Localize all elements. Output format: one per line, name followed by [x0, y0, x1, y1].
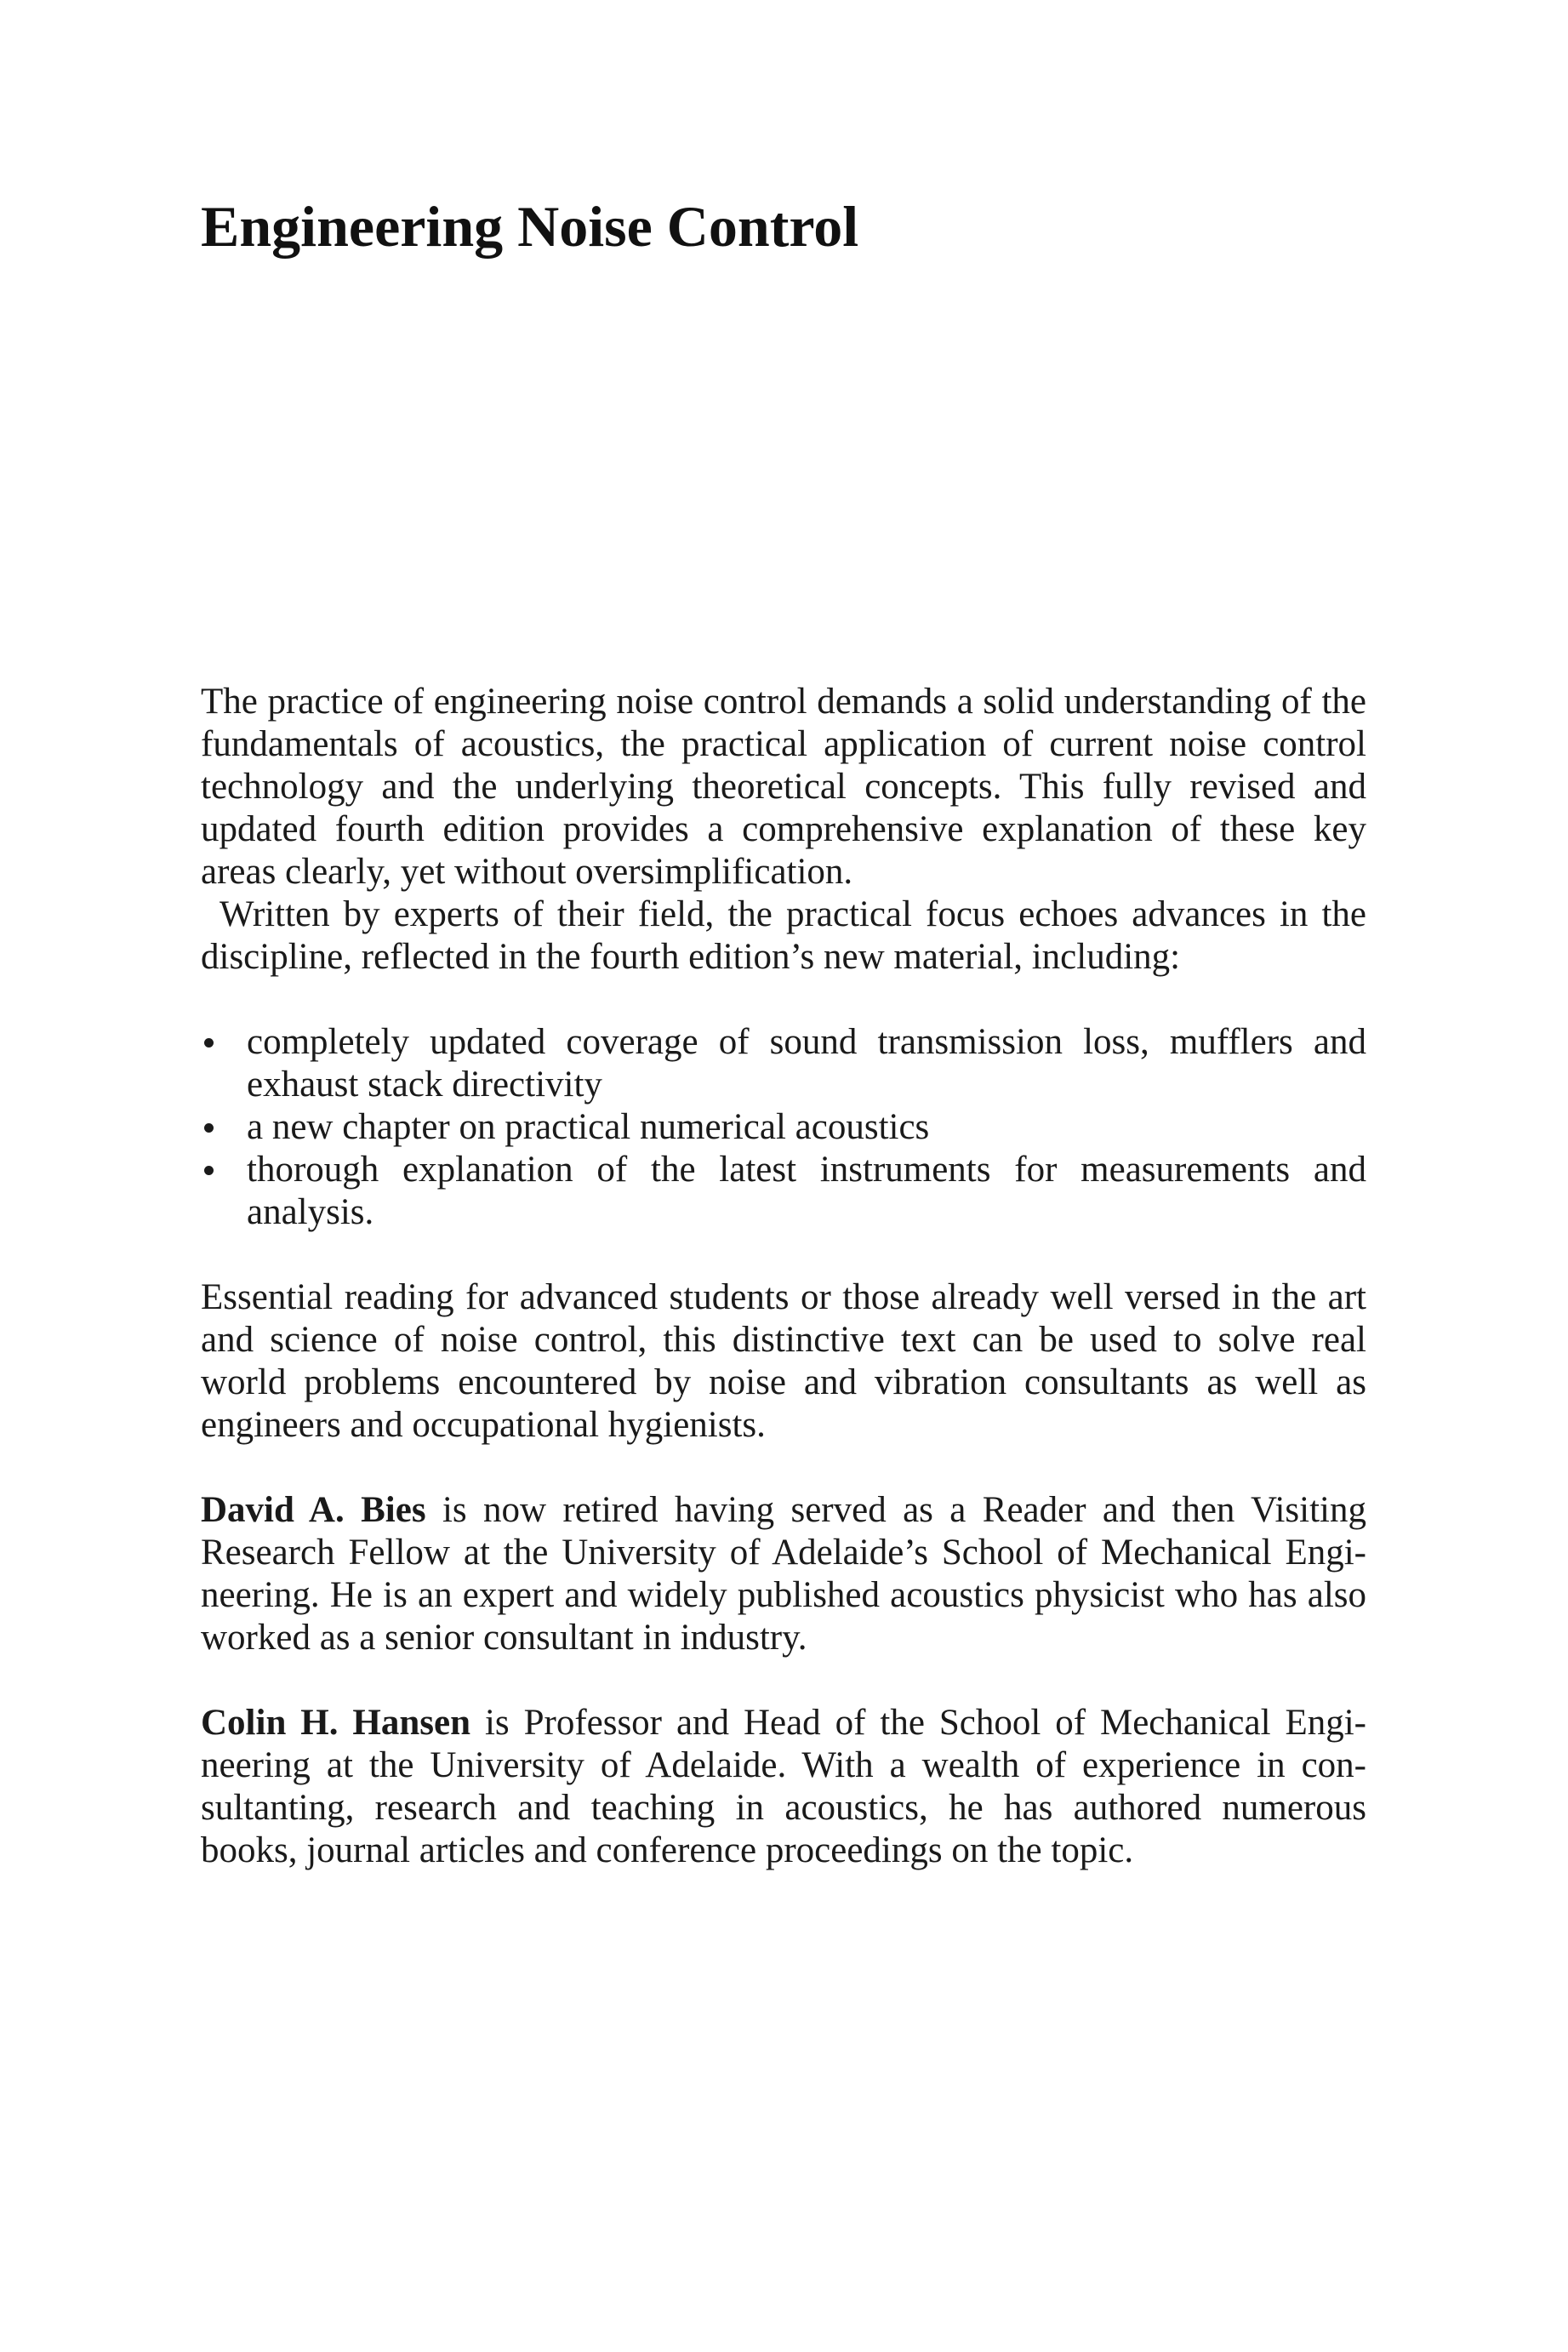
author-bio-text: is now retired having served as a Reader and then Visiting Research Fellow at the University of Adelaide’s School of Mechanical Engineering. He is an expert and widely published acoustics physicist who has also worked as a senior consultant in industry.: [201, 1490, 1367, 1658]
intro-paragraph: The practice of engineering noise control demands a solid understanding of the fundamentals of acoustics, the practical application of current noise control technology and the underlying theoretical concepts. This fully revised and updated fourth edition provides a comprehensive explanation of these key areas clearly, yet without oversimplification.: [201, 682, 1366, 892]
feature-text: a new chapter on practical numerical acoustics: [247, 1107, 930, 1147]
author-bio-text: is Professor and Head of the School of Mechanical Engineering at the University of Adelaide. With a wealth of experience in consultanting, research and teaching in acoustics, he has authored numerous books, journal articles and conference proceedings on the topic.: [201, 1703, 1366, 1870]
author-bio-bies: [201, 1489, 1366, 1659]
list-item: [201, 1106, 1366, 1149]
feature-list: [201, 1021, 1366, 1234]
list-item: [201, 1149, 1366, 1234]
author-bio-hansen: [201, 1702, 1366, 1872]
feature-text: completely updated coverage of sound transmission loss, mufflers and exhaust stack directivity: [247, 1022, 1366, 1105]
author-name: David A. Bies: [201, 1490, 426, 1530]
feature-text: thorough explanation of the latest instruments for measurements and analysis.: [247, 1150, 1366, 1232]
book-description: [201, 681, 1366, 1872]
summary-paragraph: Essential reading for advanced students or those already well versed in the art and science of noise control, this distinctive text can be used to solve real world problems encountered by noise and vibration consultants as well as engineers and occupational hygienists.: [201, 1277, 1366, 1445]
bullet-icon: [204, 1166, 214, 1175]
book-title: Engineering Noise Control: [201, 194, 859, 259]
bullet-icon: [204, 1123, 214, 1133]
intro-paragraph-2: Written by experts of their field, the practical focus echoes advances in the discipline, reflected in the fourth edition’s new material, including:: [201, 894, 1366, 977]
list-item: [201, 1021, 1366, 1106]
bullet-icon: [204, 1038, 214, 1048]
author-name: Colin H. Hansen: [201, 1703, 471, 1743]
